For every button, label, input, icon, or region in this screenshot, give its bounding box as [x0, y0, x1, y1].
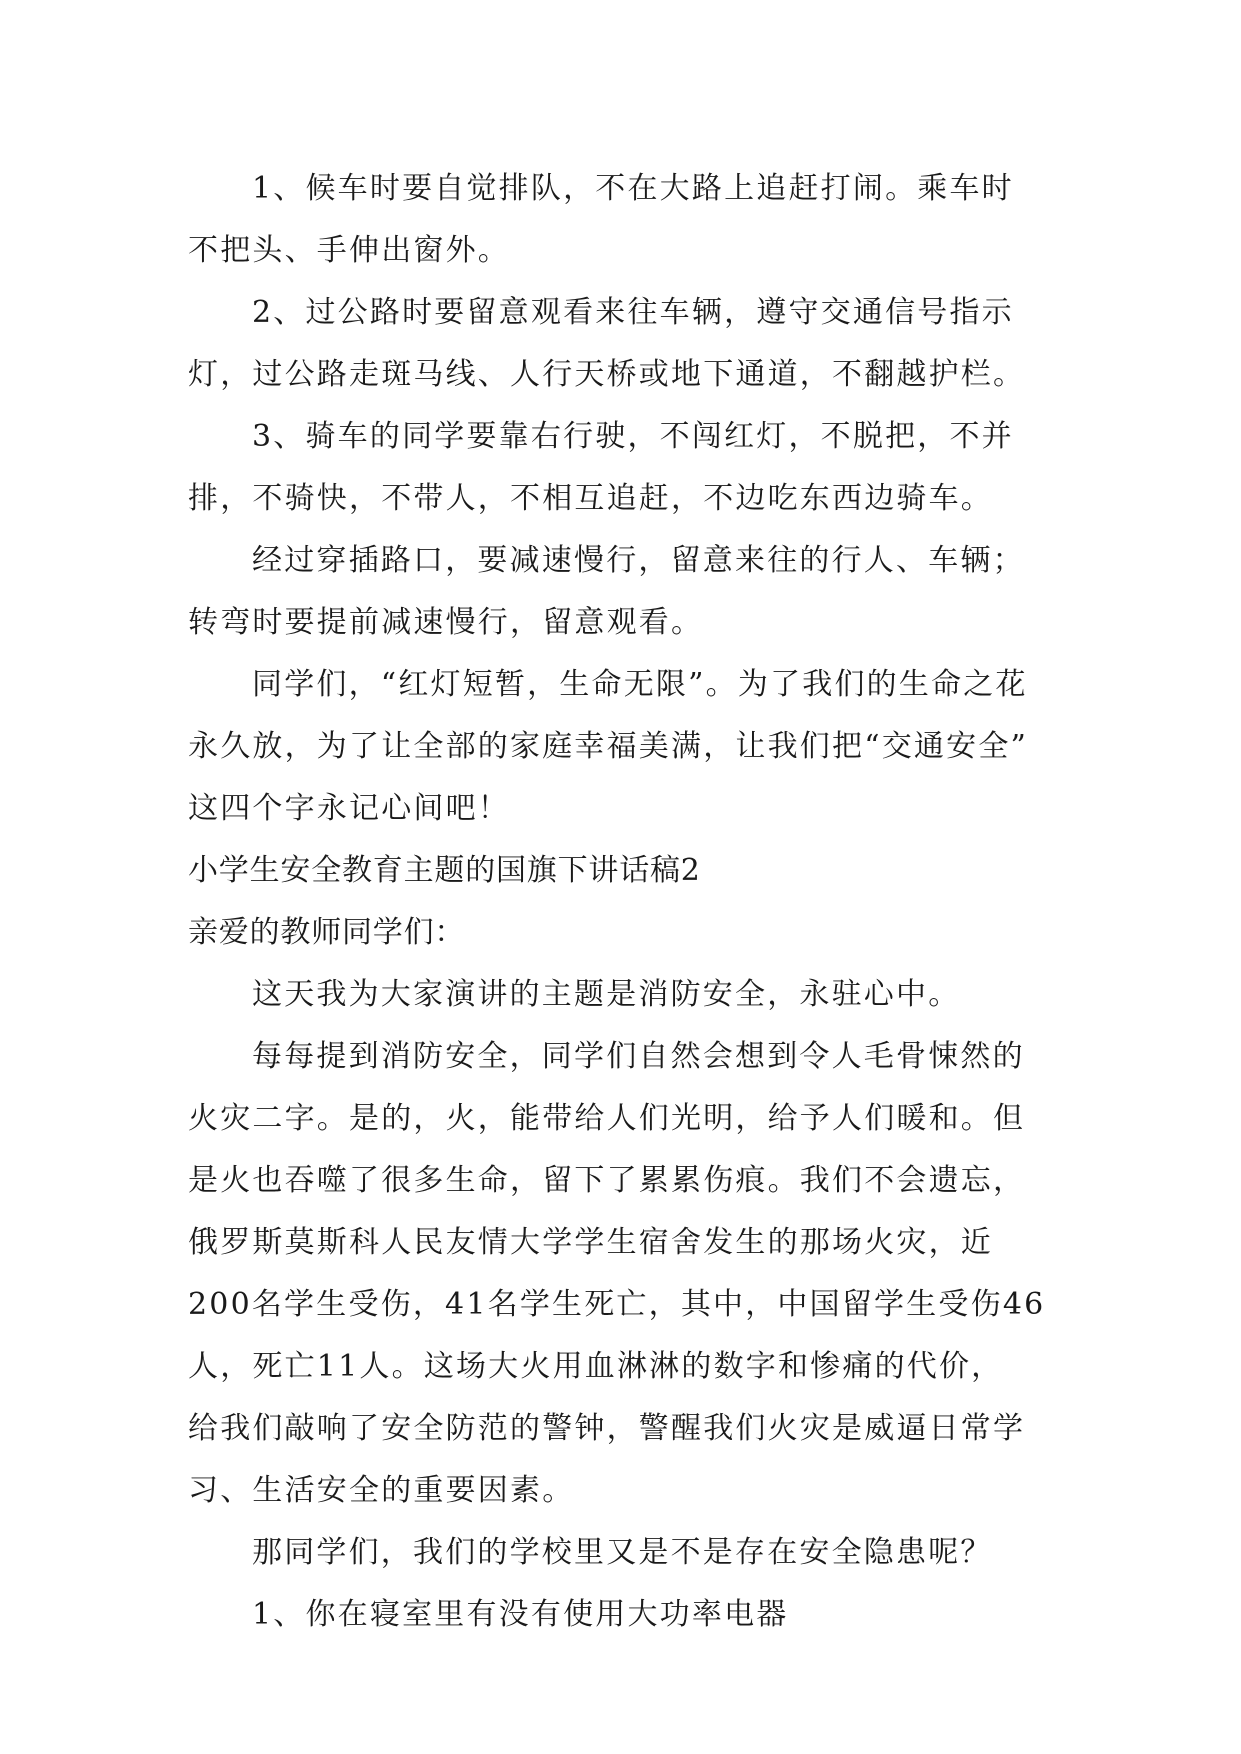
- paragraph-line: 习、生活安全的重要因素。: [188, 1473, 575, 1508]
- paragraph-line: 俄罗斯莫斯科人民友情大学学生宿舍发生的那场火灾，近: [188, 1225, 993, 1260]
- paragraph-line: 不把头、手伸出窗外。: [188, 233, 510, 268]
- paragraph-line: 永久放，为了让全部的家庭幸福美满，让我们把“交通安全”: [188, 729, 1029, 764]
- paragraph-line: 这四个字永记心间吧！: [188, 791, 510, 826]
- section-heading: 小学生安全教育主题的国旗下讲话稿2: [188, 853, 701, 888]
- document-body: [188, 158, 1068, 1646]
- paragraph-line: 2、过公路时要留意观看来往车辆，遵守交通信号指示: [252, 295, 1014, 330]
- paragraph-line: 经过穿插路口，要减速慢行，留意来往的行人、车辆；: [252, 543, 1025, 578]
- paragraph-line: 1、你在寝室里有没有使用大功率电器: [252, 1597, 789, 1632]
- paragraph-line: 火灾二字。是的，火，能带给人们光明，给予人们暖和。但: [188, 1101, 1026, 1136]
- paragraph-line: 1、候车时要自觉排队，不在大路上追赶打闹。乘车时: [252, 171, 1014, 206]
- paragraph-line: 每每提到消防安全，同学们自然会想到令人毛骨悚然的: [252, 1039, 1025, 1074]
- paragraph-line: 这天我为大家演讲的主题是消防安全，永驻心中。: [252, 977, 961, 1012]
- paragraph-line: 同学们，“红灯短暂，生命无限”。为了我们的生命之花: [252, 667, 1028, 702]
- paragraph-line: 灯，过公路走斑马线、人行天桥或地下通道，不翻越护栏。: [188, 357, 1026, 392]
- paragraph-line: 排，不骑快，不带人，不相互追赶，不边吃东西边骑车。: [188, 481, 993, 516]
- paragraph-line: 那同学们，我们的学校里又是不是存在安全隐患呢？: [252, 1535, 993, 1570]
- paragraph-line: 人，死亡11人。这场大火用血淋淋的数字和惨痛的代价，: [188, 1349, 1004, 1384]
- paragraph-line: 是火也吞噬了很多生命，留下了累累伤痕。我们不会遗忘，: [188, 1163, 1026, 1198]
- paragraph-line: 3、骑车的同学要靠右行驶，不闯红灯，不脱把，不并: [252, 419, 1014, 454]
- salutation: 亲爱的教师同学们：: [188, 915, 466, 950]
- paragraph-line: 转弯时要提前减速慢行，留意观看。: [188, 605, 704, 640]
- paragraph-line: 200名学生受伤，41名学生死亡，其中，中国留学生受伤46: [188, 1287, 1046, 1322]
- paragraph-line: 给我们敲响了安全防范的警钟，警醒我们火灾是威逼日常学: [188, 1411, 1026, 1446]
